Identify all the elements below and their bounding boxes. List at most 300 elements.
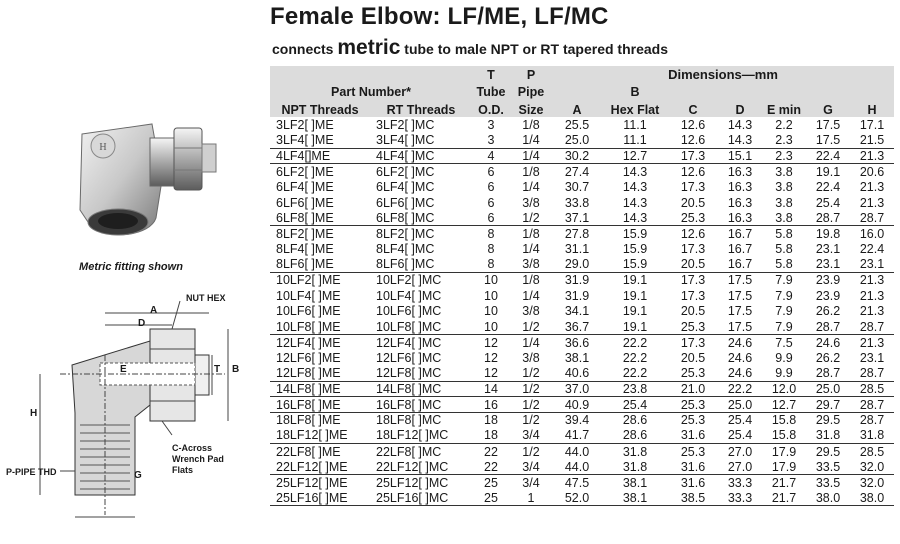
cell-d: 14.3	[727, 117, 753, 132]
fitting-photo	[70, 110, 220, 250]
dimension-drawing	[0, 285, 262, 544]
cell-c: 17.3	[680, 273, 706, 288]
cell-a: 25.5	[564, 117, 590, 132]
cell-h: 28.7	[850, 210, 894, 226]
cell-p: 1/2	[510, 319, 552, 335]
cell-a: 40.9	[552, 397, 602, 413]
photo-caption: Metric fitting shown	[79, 261, 183, 273]
cell-g: 23.1	[815, 242, 841, 257]
cell-b: 15.9	[622, 242, 648, 257]
cell-e: 2.2	[775, 117, 793, 132]
cell-t: 10	[484, 304, 498, 319]
cell-d: 27.0	[718, 459, 762, 475]
cell-g: 17.5	[815, 117, 841, 132]
table-row	[270, 381, 894, 397]
cell-p: 1/2	[510, 210, 552, 226]
cell-e: 3.8	[775, 179, 793, 194]
cell-t: 22	[484, 444, 498, 459]
cell-e: 2.3	[762, 133, 806, 149]
cell-d: 15.1	[718, 148, 762, 164]
cell-h: 16.0	[859, 226, 885, 241]
cell-b: 19.1	[622, 304, 648, 319]
cell-d: 25.4	[718, 428, 762, 444]
table-row	[270, 117, 894, 133]
cell-t: 4	[472, 148, 510, 164]
cell-rt: 25LF12[ ]MC	[376, 475, 449, 490]
cell-e: 7.9	[775, 288, 793, 303]
cell-npt: 12LF6[ ]ME	[276, 350, 341, 365]
cell-t: 8	[487, 226, 495, 241]
cell-g: 26.2	[815, 350, 841, 365]
cell-c: 25.3	[680, 413, 706, 428]
cell-c: 12.6	[680, 164, 706, 179]
cell-e: 3.8	[762, 210, 806, 226]
label-a: A	[150, 305, 158, 316]
cell-p: 1	[510, 490, 552, 506]
cell-p: 1/4	[522, 288, 540, 303]
cell-c: 20.5	[680, 350, 706, 365]
cell-h: 17.1	[859, 117, 885, 132]
cell-g: 28.7	[806, 319, 850, 335]
cell-a: 40.6	[552, 366, 602, 382]
cell-a: 29.0	[552, 257, 602, 273]
cell-c: 31.6	[680, 475, 706, 490]
cell-rt: 10LF4[ ]MC	[376, 288, 442, 303]
cell-e: 15.8	[771, 413, 797, 428]
cell-rt: 22LF12[ ]MC	[370, 459, 472, 475]
label-h: H	[30, 408, 38, 419]
cell-e: 7.9	[775, 273, 793, 288]
cell-a: 52.0	[552, 490, 602, 506]
cell-d: 16.3	[727, 179, 753, 194]
cell-t: 6	[487, 179, 495, 194]
cell-d: 25.0	[718, 397, 762, 413]
cell-h: 21.3	[850, 148, 894, 164]
table-row	[270, 350, 894, 366]
cell-e: 21.7	[771, 475, 797, 490]
cell-p: 1/4	[522, 335, 540, 350]
cell-h: 21.3	[859, 273, 885, 288]
cell-p: 1/8	[522, 164, 540, 179]
cell-b: 19.1	[622, 273, 648, 288]
cell-c: 20.5	[668, 257, 718, 273]
cell-t: 25	[472, 490, 510, 506]
cell-rt: 8LF6[ ]MC	[370, 257, 472, 273]
cell-b: 22.2	[602, 366, 668, 382]
cell-d: 33.3	[718, 490, 762, 506]
cell-rt: 12LF6[ ]MC	[376, 350, 442, 365]
cell-npt: 6LF6[ ]ME	[276, 195, 334, 210]
cell-npt: 18LF8[ ]ME	[276, 413, 341, 428]
header-part-number: Part Number*	[270, 83, 472, 100]
header-b-top: B	[602, 83, 668, 100]
table-row	[270, 226, 894, 242]
cell-rt: 4LF4[ ]MC	[370, 148, 472, 164]
cell-rt: 25LF16[ ]MC	[370, 490, 472, 506]
cell-t: 8	[472, 257, 510, 273]
cell-d: 16.7	[727, 242, 753, 257]
cell-t: 16	[472, 397, 510, 413]
cell-h: 21.5	[850, 133, 894, 149]
cell-c: 17.3	[680, 242, 706, 257]
cell-d: 24.6	[727, 335, 753, 350]
cell-g: 19.1	[815, 164, 841, 179]
cell-npt: 12LF4[ ]ME	[276, 335, 341, 350]
cell-c: 20.5	[680, 195, 706, 210]
cell-g: 38.0	[806, 490, 850, 506]
cell-p: 3/4	[510, 459, 552, 475]
table-row	[270, 366, 894, 382]
cell-g: 28.7	[806, 210, 850, 226]
cell-h: 21.3	[859, 335, 885, 350]
cell-t: 12	[484, 335, 498, 350]
cell-b: 11.1	[602, 133, 668, 149]
label-t: T	[214, 364, 221, 375]
cell-p: 1/2	[522, 413, 540, 428]
cell-g: 17.5	[806, 133, 850, 149]
cell-a: 30.7	[564, 179, 590, 194]
cell-h: 28.7	[850, 397, 894, 413]
cell-a: 44.0	[552, 459, 602, 475]
cell-b: 11.1	[623, 117, 647, 132]
cell-d: 24.6	[718, 366, 762, 382]
cell-p: 1/2	[510, 397, 552, 413]
label-d: D	[138, 318, 146, 329]
cell-t: 6	[487, 195, 495, 210]
cell-t: 10	[472, 319, 510, 335]
cell-h: 38.0	[850, 490, 894, 506]
cell-h: 28.7	[859, 413, 885, 428]
cell-p: 1/8	[522, 117, 540, 132]
cell-b: 23.8	[602, 381, 668, 397]
cell-p: 1/2	[510, 381, 552, 397]
cell-t: 12	[472, 366, 510, 382]
cell-c: 17.3	[668, 148, 718, 164]
cell-c: 25.3	[668, 319, 718, 335]
cell-a: 27.4	[564, 164, 590, 179]
cell-a: 31.9	[564, 273, 590, 288]
cell-b: 14.3	[622, 195, 648, 210]
cell-c: 20.5	[680, 304, 706, 319]
cell-p: 3/8	[522, 195, 540, 210]
cell-e: 17.9	[771, 444, 797, 459]
cell-p: 3/4	[510, 428, 552, 444]
table-row	[270, 443, 894, 459]
cell-e: 5.8	[775, 226, 793, 241]
cell-e: 5.8	[762, 257, 806, 273]
cell-d: 17.5	[718, 319, 762, 335]
cell-h: 21.3	[859, 195, 885, 210]
cell-t: 12	[484, 350, 498, 365]
cell-p: 1/4	[522, 179, 540, 194]
cell-a: 44.0	[564, 444, 590, 459]
cell-g: 23.9	[815, 273, 841, 288]
table-row	[270, 288, 894, 304]
cell-rt: 10LF2[ ]MC	[376, 273, 442, 288]
cell-rt: 16LF8[ ]MC	[370, 397, 472, 413]
cell-a: 36.7	[552, 319, 602, 335]
cell-h: 28.5	[850, 381, 894, 397]
table-row	[270, 210, 894, 226]
cell-rt: 18LF8[ ]MC	[376, 413, 442, 428]
cell-rt: 6LF4[ ]MC	[376, 179, 435, 194]
cell-npt: 22LF12[ ]ME	[270, 459, 370, 475]
table-row	[270, 148, 894, 164]
cell-c: 25.3	[668, 366, 718, 382]
cell-c: 38.5	[668, 490, 718, 506]
subtitle-suffix: tube to male NPT or RT tapered threads	[404, 41, 668, 57]
cell-rt: 22LF8[ ]MC	[376, 444, 442, 459]
cell-c: 21.0	[668, 381, 718, 397]
table-row	[270, 335, 894, 351]
cell-c: 17.3	[680, 288, 706, 303]
header-b-bot: Hex Flat	[602, 100, 668, 117]
cell-h: 28.5	[859, 444, 885, 459]
cell-t: 6	[472, 210, 510, 226]
cell-d: 17.5	[727, 304, 753, 319]
cell-npt: 6LF4[ ]ME	[276, 179, 334, 194]
cell-b: 22.2	[622, 350, 648, 365]
table-row	[270, 241, 894, 257]
cell-npt: 8LF2[ ]ME	[276, 226, 334, 241]
cell-d: 16.3	[727, 195, 753, 210]
cell-e: 7.9	[775, 304, 793, 319]
table-row	[270, 475, 894, 491]
cell-npt: 22LF8[ ]ME	[276, 444, 341, 459]
cell-a: 36.6	[564, 335, 590, 350]
cell-npt: 10LF6[ ]ME	[276, 304, 341, 319]
cell-c: 12.6	[668, 133, 718, 149]
page-subtitle	[272, 36, 668, 60]
cell-npt: 16LF8[ ]ME	[270, 397, 370, 413]
cell-t: 18	[484, 413, 498, 428]
cell-g: 22.4	[815, 179, 841, 194]
header-p-bot: Size	[510, 100, 552, 117]
cell-rt: 18LF12[ ]MC	[370, 428, 472, 444]
cell-b: 15.9	[622, 226, 648, 241]
cell-d: 25.4	[727, 413, 753, 428]
cell-e: 7.5	[775, 335, 793, 350]
cell-g: 31.8	[806, 428, 850, 444]
cell-c: 25.3	[668, 397, 718, 413]
cell-rt: 6LF6[ ]MC	[376, 195, 435, 210]
cell-npt: 25LF16[ ]ME	[270, 490, 370, 506]
cell-c: 12.6	[680, 226, 706, 241]
subtitle-prefix: connects	[272, 41, 334, 57]
cell-rt: 8LF2[ ]MC	[376, 226, 435, 241]
cell-b: 14.3	[622, 179, 648, 194]
label-b: B	[232, 364, 240, 375]
cell-npt: 4LF4[]ME	[270, 148, 370, 164]
table-row	[270, 257, 894, 273]
cell-g: 29.5	[815, 444, 841, 459]
cell-t: 10	[484, 273, 498, 288]
table-row	[270, 195, 894, 211]
cell-e: 5.8	[775, 242, 793, 257]
cell-a: 39.4	[564, 413, 590, 428]
cell-d: 16.3	[718, 210, 762, 226]
cell-a: 47.5	[564, 475, 590, 490]
cell-c: 31.6	[668, 428, 718, 444]
cell-e: 9.9	[775, 350, 793, 365]
cell-p: 3/8	[510, 257, 552, 273]
cell-g: 29.7	[806, 397, 850, 413]
cell-d: 16.3	[727, 164, 753, 179]
header-h: H	[850, 100, 894, 117]
cell-d: 17.5	[727, 288, 753, 303]
cell-a: 34.1	[564, 304, 590, 319]
table-row	[270, 179, 894, 195]
cell-d: 33.3	[727, 475, 753, 490]
cell-rt: 3LF2[ ]MC	[376, 117, 435, 132]
header-d: D	[718, 100, 762, 117]
header-t-mid: Tube	[472, 83, 510, 100]
table-row	[270, 412, 894, 428]
table-row	[270, 272, 894, 288]
cell-npt: 25LF12[ ]ME	[276, 475, 348, 490]
cell-p: 1/8	[522, 226, 540, 241]
header-dimensions: Dimensions—mm	[552, 66, 894, 83]
cell-a: 33.8	[564, 195, 590, 210]
cell-c: 17.3	[680, 335, 706, 350]
table-row	[270, 304, 894, 320]
cell-g: 23.1	[806, 257, 850, 273]
cell-c: 12.6	[680, 117, 706, 132]
cell-h: 22.4	[859, 242, 885, 257]
cell-a: 31.9	[564, 288, 590, 303]
cell-e: 3.8	[775, 164, 793, 179]
cell-g: 19.8	[815, 226, 841, 241]
label-g: G	[134, 470, 142, 481]
cell-npt: 10LF4[ ]ME	[276, 288, 341, 303]
cell-t: 10	[484, 288, 498, 303]
cell-a: 30.2	[552, 148, 602, 164]
cell-rt: 12LF8[ ]MC	[370, 366, 472, 382]
table-row	[270, 164, 894, 180]
header-p-mid: Pipe	[510, 83, 552, 100]
header-c: C	[668, 100, 718, 117]
cell-b: 31.8	[622, 444, 648, 459]
cell-e: 9.9	[762, 366, 806, 382]
cell-b: 28.6	[602, 428, 668, 444]
svg-text:H: H	[99, 142, 107, 153]
cell-g: 33.5	[806, 459, 850, 475]
cell-p: 1/4	[510, 148, 552, 164]
cell-h: 31.8	[850, 428, 894, 444]
cell-rt: 6LF2[ ]MC	[376, 164, 435, 179]
cell-e: 17.9	[762, 459, 806, 475]
cell-p: 1/4	[510, 133, 552, 149]
cell-t: 8	[487, 242, 495, 257]
cell-b: 25.4	[602, 397, 668, 413]
cell-b: 19.1	[602, 319, 668, 335]
header-t-bot: O.D.	[472, 100, 510, 117]
cell-b: 38.1	[602, 490, 668, 506]
cell-b: 14.3	[622, 164, 648, 179]
subtitle-emphasis: metric	[337, 36, 401, 59]
cell-h: 28.7	[850, 319, 894, 335]
label-p-pipe-thd: P-PIPE THD	[6, 467, 57, 477]
cell-b: 28.6	[622, 413, 648, 428]
cell-a: 41.7	[552, 428, 602, 444]
cell-t: 14	[472, 381, 510, 397]
cell-rt: 10LF6[ ]MC	[376, 304, 442, 319]
cell-a: 37.0	[552, 381, 602, 397]
cell-c: 25.3	[668, 210, 718, 226]
cell-t: 3	[487, 117, 495, 132]
cell-e: 12.7	[762, 397, 806, 413]
cell-p: 1/2	[522, 444, 540, 459]
cell-b: 12.7	[602, 148, 668, 164]
table-row	[270, 133, 894, 149]
cell-t: 6	[487, 164, 495, 179]
cell-rt: 6LF8[ ]MC	[370, 210, 472, 226]
cell-g: 25.4	[815, 195, 841, 210]
cell-g: 25.0	[806, 381, 850, 397]
cell-npt: 3LF4[ ]ME	[270, 133, 370, 149]
cell-t: 25	[484, 475, 498, 490]
cell-b: 22.2	[622, 335, 648, 350]
table-row	[270, 459, 894, 475]
cell-npt: 8LF6[ ]ME	[270, 257, 370, 273]
table-body	[270, 117, 894, 506]
cell-h: 28.7	[850, 366, 894, 382]
label-e: E	[120, 364, 127, 375]
header-npt: NPT Threads	[270, 100, 370, 117]
cell-b: 31.8	[602, 459, 668, 475]
dimensions-table-wrap	[270, 66, 894, 506]
cell-e: 12.0	[762, 381, 806, 397]
cell-npt: 6LF2[ ]ME	[276, 164, 334, 179]
table-row	[270, 397, 894, 413]
cell-e: 3.8	[775, 195, 793, 210]
cell-h: 21.3	[859, 304, 885, 319]
header-g: G	[806, 100, 850, 117]
cell-d: 14.3	[718, 133, 762, 149]
page-title: Female Elbow: LF/ME, LF/MC	[270, 3, 609, 30]
cell-a: 38.1	[564, 350, 590, 365]
cell-h: 23.1	[859, 350, 885, 365]
header-rt: RT Threads	[370, 100, 472, 117]
cell-g: 29.5	[815, 413, 841, 428]
cell-npt: 3LF2[ ]ME	[276, 117, 334, 132]
header-emin: E min	[762, 100, 806, 117]
cell-rt: 8LF4[ ]MC	[376, 242, 435, 257]
cell-d: 16.7	[727, 226, 753, 241]
cell-e: 2.3	[762, 148, 806, 164]
header-p-top: P	[510, 66, 552, 83]
table-row	[270, 319, 894, 335]
cell-rt: 10LF8[ ]MC	[370, 319, 472, 335]
cell-d: 24.6	[727, 350, 753, 365]
cell-npt: 10LF2[ ]ME	[276, 273, 341, 288]
cell-npt: 14LF8[ ]ME	[270, 381, 370, 397]
cell-h: 32.0	[850, 459, 894, 475]
cell-npt: 10LF8[ ]ME	[270, 319, 370, 335]
cell-g: 23.9	[815, 288, 841, 303]
label-c-across: C-Across Wrench Pad Flats	[172, 443, 224, 475]
cell-c: 17.3	[680, 179, 706, 194]
cell-g: 26.2	[815, 304, 841, 319]
dimensions-table	[270, 66, 894, 506]
cell-h: 23.1	[850, 257, 894, 273]
cell-b: 38.1	[622, 475, 648, 490]
table-row	[270, 490, 894, 506]
cell-p: 3/4	[522, 475, 540, 490]
cell-a: 31.1	[564, 242, 590, 257]
cell-p: 3/8	[522, 350, 540, 365]
cell-g: 24.6	[815, 335, 841, 350]
